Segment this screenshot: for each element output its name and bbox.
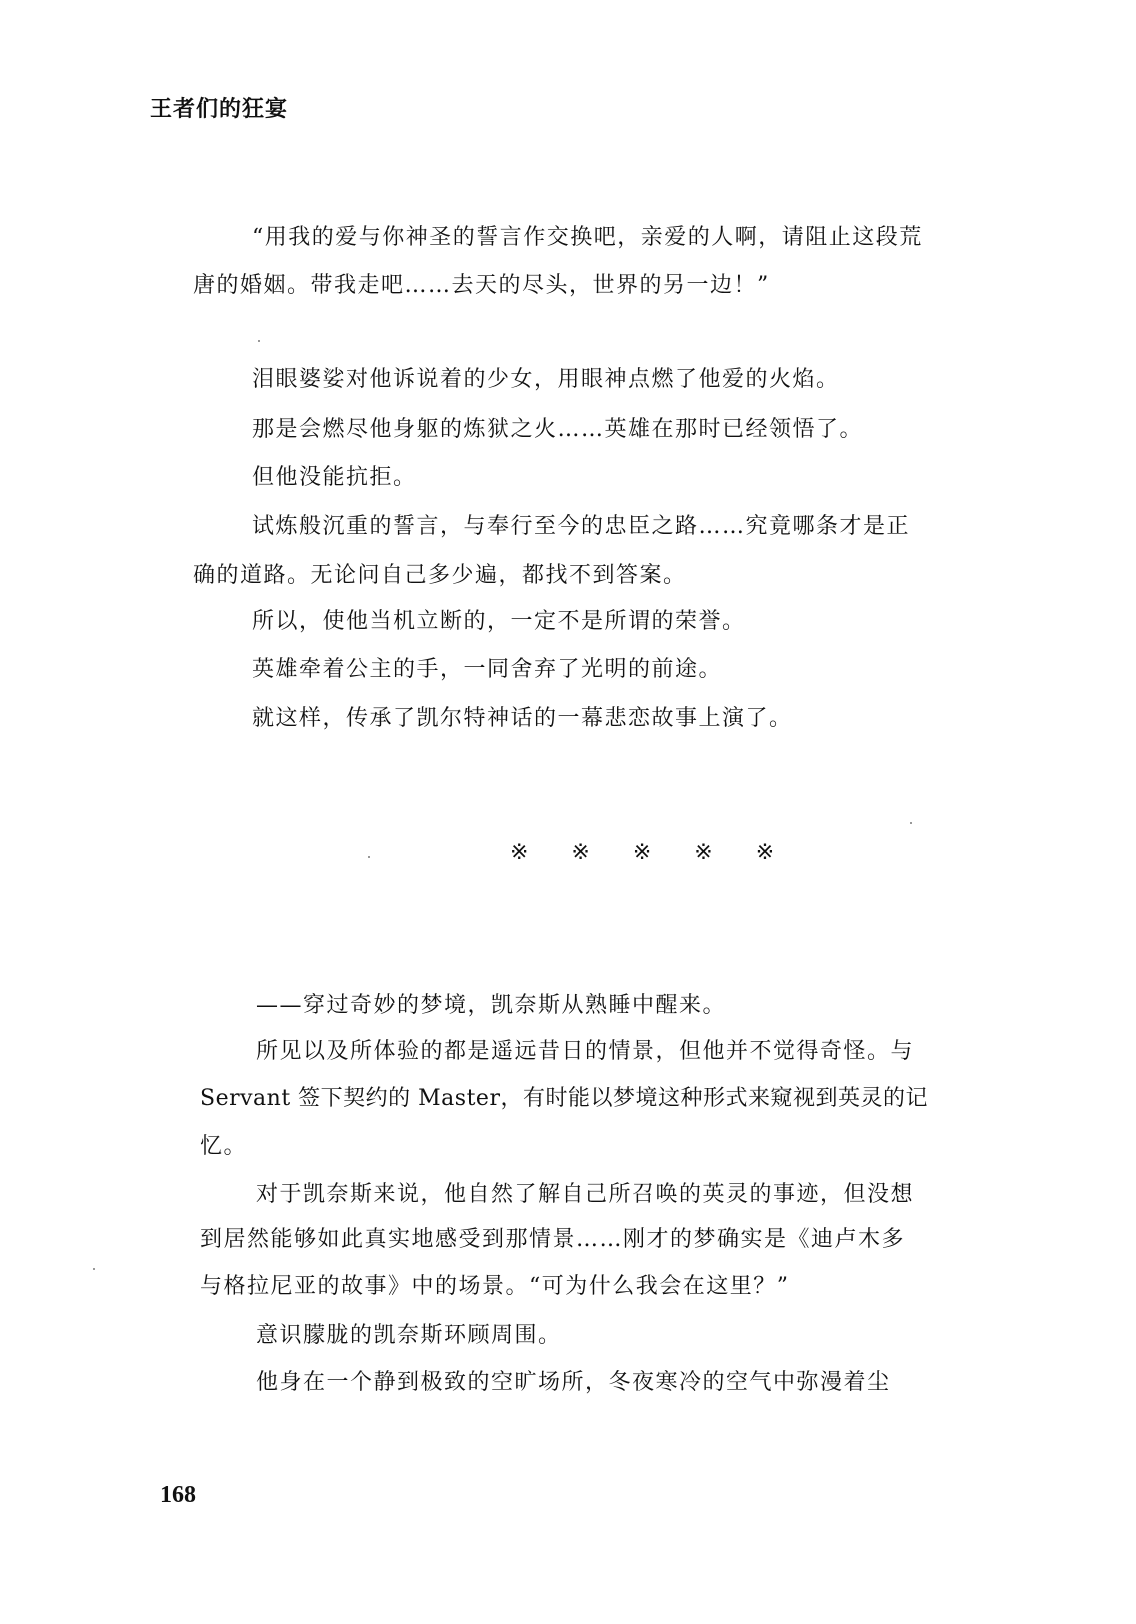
text-line: 但他没能抗拒。 bbox=[252, 465, 417, 490]
section-separator: ※ ※ ※ ※ ※ bbox=[510, 840, 793, 865]
text-line: 确的道路。无论问自己多少遍，都找不到答案。 bbox=[193, 563, 687, 588]
text-line: 就这样，传承了凯尔特神话的一幕悲恋故事上演了。 bbox=[252, 706, 793, 731]
text-line: “用我的爱与你神圣的誓言作交换吧，亲爱的人啊，请阻止这段荒 bbox=[252, 225, 923, 250]
text-line: 他身在一个静到极致的空旷场所，冬夜寒冷的空气中弥漫着尘 bbox=[256, 1370, 891, 1395]
text-line: 泪眼婆娑对他诉说着的少女，用眼神点燃了他爱的火焰。 bbox=[252, 367, 840, 392]
scan-speck bbox=[368, 856, 370, 858]
text-line: 唐的婚姻。带我走吧……去天的尽头，世界的另一边！” bbox=[193, 273, 770, 298]
text-line: 与格拉尼亚的故事》中的场景。“可为什么我会在这里？” bbox=[200, 1274, 790, 1299]
text-line: 那是会燃尽他身躯的炼狱之火……英雄在那时已经领悟了。 bbox=[252, 417, 864, 442]
text-line: 对于凯奈斯来说，他自然了解自己所召唤的英灵的事迹，但没想 bbox=[256, 1182, 915, 1207]
text-line: 试炼般沉重的誓言，与奉行至今的忠臣之路……究竟哪条才是正 bbox=[252, 514, 911, 539]
scan-speck bbox=[258, 340, 260, 342]
running-head: 王者们的狂宴 bbox=[150, 97, 289, 122]
text-line: 到居然能够如此真实地感受到那情景……刚才的梦确实是《迪卢木多 bbox=[200, 1227, 906, 1252]
text-line: 所见以及所体验的都是遥远昔日的情景，但他并不觉得奇怪。与 bbox=[256, 1039, 915, 1064]
text-line: 所以，使他当机立断的，一定不是所谓的荣誉。 bbox=[252, 609, 746, 634]
text-line: 忆。 bbox=[200, 1134, 248, 1159]
text-line: 意识朦胧的凯奈斯环顾周围。 bbox=[256, 1323, 562, 1348]
text-line: 英雄牵着公主的手，一同舍弃了光明的前途。 bbox=[252, 657, 723, 682]
scan-speck bbox=[93, 1268, 95, 1270]
scan-speck bbox=[910, 822, 912, 824]
page-number: 168 bbox=[160, 1482, 196, 1508]
text-line: ——穿过奇妙的梦境，凯奈斯从熟睡中醒来。 bbox=[256, 993, 727, 1018]
text-line: Servant 签下契约的 Master，有时能以梦境这种形式来窥视到英灵的记 bbox=[200, 1086, 928, 1111]
